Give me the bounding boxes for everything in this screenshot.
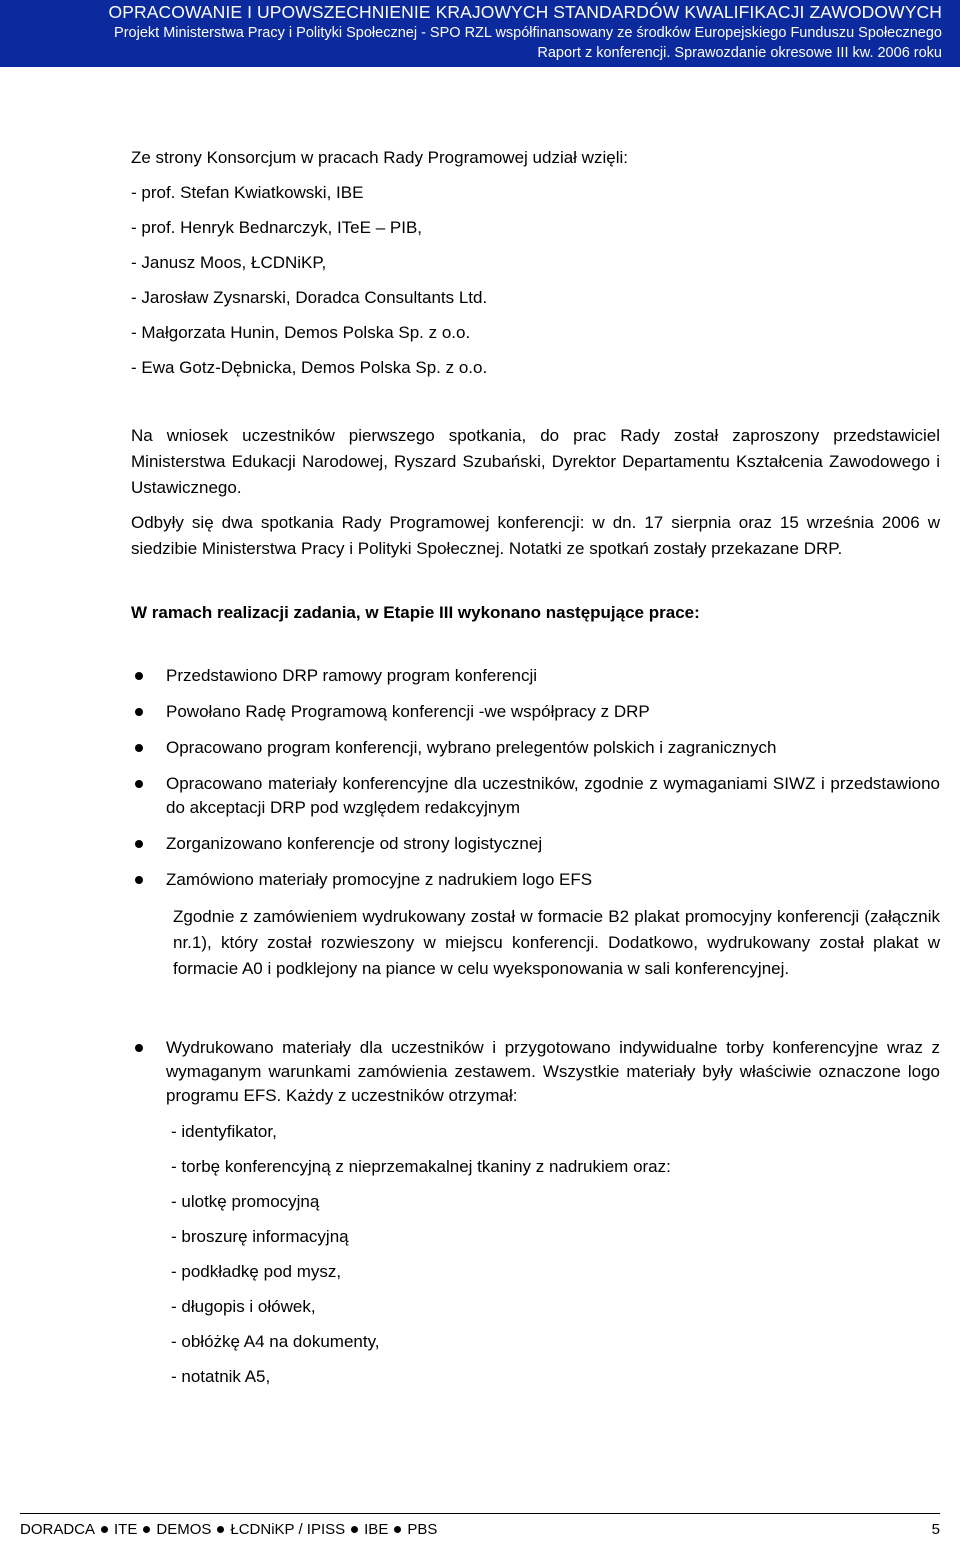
- list-item: Zorganizowano konferencje od strony logistycznej: [131, 832, 940, 856]
- document-body: [131, 140, 940, 1394]
- list-item: Opracowano program konferencji, wybrano prelegentów polskich i zagranicznych: [131, 736, 940, 760]
- separator-dot-icon: [394, 1526, 401, 1533]
- consortium-member: - prof. Stefan Kwiatkowski, IBE: [131, 183, 364, 202]
- kit-item: - obłóżkę A4 na dokumenty,: [171, 1332, 380, 1351]
- work-list-continued: [131, 1036, 940, 1108]
- kit-item: - podkładkę pod mysz,: [171, 1262, 342, 1281]
- consortium-member: - Małgorzata Hunin, Demos Polska Sp. z o.o.: [131, 323, 471, 342]
- kit-item: - notatnik A5,: [171, 1367, 271, 1386]
- bullet-icon: [135, 672, 143, 680]
- kit-item: - ulotkę promocyjną: [171, 1192, 320, 1211]
- list-item: Wydrukowano materiały dla uczestników i przygotowano indywidualne torby konferencyjne wraz z wymaganym warunkami zamówienia zestawem. Wszystkie materiały były właściwie oznaczone logo programu EFS. Każdy z uczestników otrzymał:: [131, 1036, 940, 1108]
- header-title: OPRACOWANIE I UPOWSZECHNIENIE KRAJOWYCH STANDARDÓW KWALIFIKACJI ZAWODOWYCH: [108, 2, 942, 22]
- consortium-member: - Janusz Moos, ŁCDNiKP,: [131, 253, 327, 272]
- separator-dot-icon: [101, 1526, 108, 1533]
- kit-item: - długopis i ołówek,: [171, 1297, 316, 1316]
- list-item: Opracowano materiały konferencyjne dla uczestników, zgodnie z wymaganiami SIWZ i przedstawiono do akceptacji DRP pod względem redakcyjnym: [131, 772, 940, 820]
- bullet-icon: [135, 1044, 143, 1052]
- partner-name: PBS: [407, 1521, 438, 1538]
- bullet-icon: [135, 744, 143, 752]
- partner-name: ŁCDNiKP / IPISS: [230, 1521, 346, 1538]
- document-header: [0, 0, 960, 67]
- paragraph-invitation: Na wniosek uczestników pierwszego spotkania, do prac Rady został zaproszony przedstawiciel Ministerstwa Edukacji Narodowej, Ryszard Szubański, Dyrektor Departamentu Kształcenia Zawodowego i Ustawicznego.: [131, 426, 940, 497]
- paragraph-meetings: Odbyły się dwa spotkania Rady Programowej konferencji: w dn. 17 sierpnia oraz 15 września 2006 w siedzibie Ministerstwa Pracy i Polityki Społecznej. Notatki ze spotkań zostały przekazane DRP.: [131, 513, 940, 558]
- separator-dot-icon: [143, 1526, 150, 1533]
- document-footer: [20, 1513, 940, 1540]
- partner-name: DORADCA: [20, 1521, 96, 1538]
- separator-dot-icon: [351, 1526, 358, 1533]
- kit-item: - torbę konferencyjną z nieprzemakalnej tkaniny z nadrukiem oraz:: [171, 1157, 671, 1176]
- kit-item: - identyfikator,: [171, 1122, 277, 1141]
- section-heading: W ramach realizacji zadania, w Etapie III wykonano następujące prace:: [131, 603, 700, 622]
- list-item: Zamówiono materiały promocyjne z nadrukiem logo EFS: [131, 868, 940, 892]
- bullet-icon: [135, 840, 143, 848]
- partner-name: DEMOS: [156, 1521, 212, 1538]
- bullet-icon: [135, 708, 143, 716]
- kit-item: - broszurę informacyjną: [171, 1227, 349, 1246]
- footer-partners: [20, 1520, 437, 1540]
- list-item: Przedstawiono DRP ramowy program konferencji: [131, 664, 940, 688]
- separator-dot-icon: [217, 1526, 224, 1533]
- list-item: Powołano Radę Programową konferencji -we współpracy z DRP: [131, 700, 940, 724]
- header-project: Projekt Ministerstwa Pracy i Polityki Społecznej - SPO RZL współfinansowany ze środków Europejskiego Funduszu Społecznego: [114, 25, 942, 41]
- consortium-intro: Ze strony Konsorcjum w pracach Rady Programowej udział wzięli:: [131, 148, 628, 167]
- header-report: Raport z konferencji. Sprawozdanie okresowe III kw. 2006 roku: [537, 45, 942, 61]
- consortium-member: - Jarosław Zysnarski, Doradca Consultants Ltd.: [131, 288, 488, 307]
- consortium-list: [131, 175, 940, 385]
- kit-items-list: [171, 1114, 940, 1394]
- partner-name: ITE: [114, 1521, 138, 1538]
- work-list: [131, 664, 940, 892]
- consortium-member: - prof. Henryk Bednarczyk, ITeE – PIB,: [131, 218, 423, 237]
- consortium-member: - Ewa Gotz-Dębnicka, Demos Polska Sp. z o.o.: [131, 358, 488, 377]
- bullet-icon: [135, 876, 143, 884]
- bullet-icon: [135, 780, 143, 788]
- poster-note: Zgodnie z zamówieniem wydrukowany został w formacie B2 plakat promocyjny konferencji (załącznik nr.1), który został rozwieszony w miejscu konferencji. Dodatkowo, wydrukowany został plakat w formacie A0 i podklejony na piance w celu wyeksponowania w sali konferencyjnej.: [173, 907, 940, 978]
- partner-name: IBE: [364, 1521, 389, 1538]
- page-number: 5: [931, 1521, 940, 1538]
